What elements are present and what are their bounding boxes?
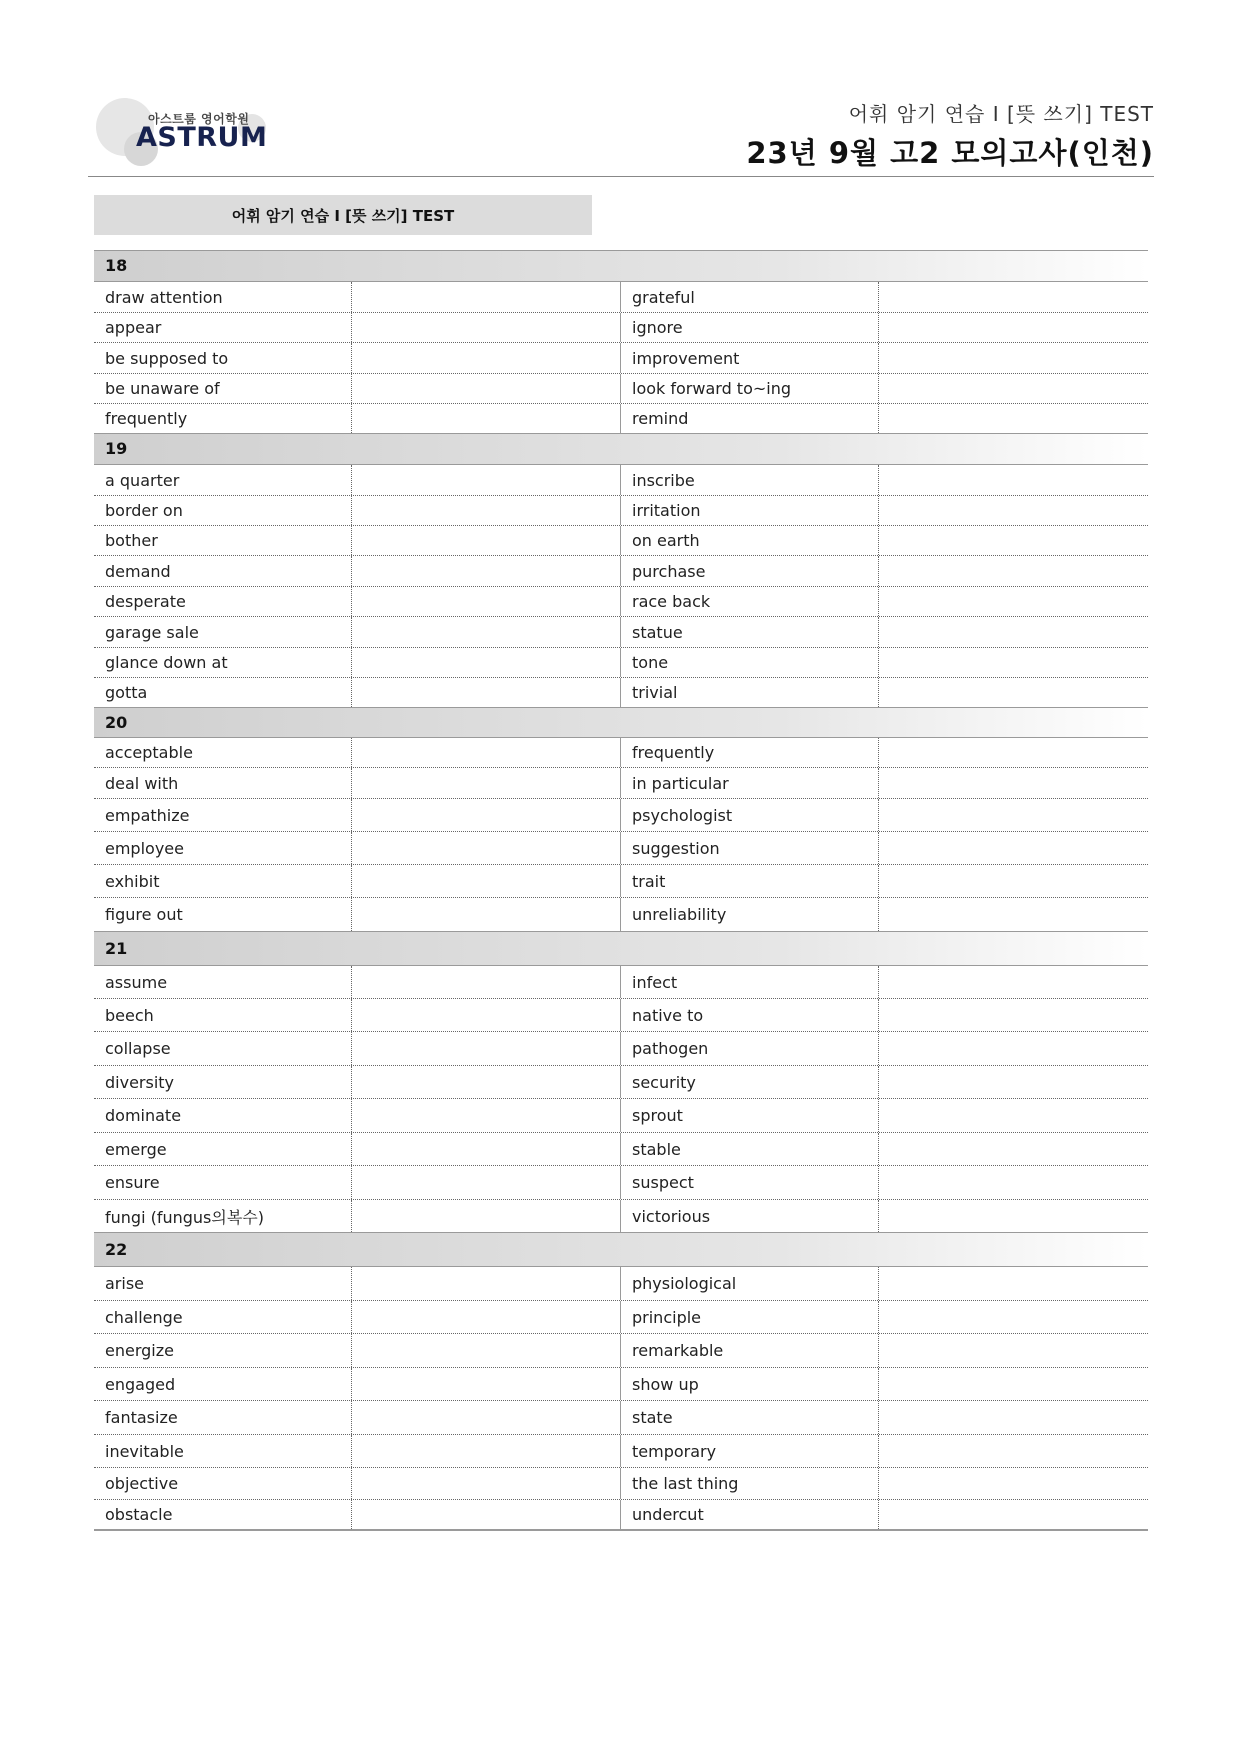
meaning-blank[interactable]: [879, 1468, 1148, 1499]
vocab-word: fungi (fungus의복수): [94, 1200, 352, 1232]
section-header: 20: [94, 708, 1148, 738]
meaning-blank[interactable]: [352, 343, 621, 373]
meaning-blank[interactable]: [352, 1334, 621, 1367]
meaning-blank[interactable]: [879, 526, 1148, 555]
table-row: [94, 1301, 1148, 1334]
page-title: 23년 9월 고2 모의고사(인천): [746, 136, 1154, 170]
meaning-blank[interactable]: [352, 1166, 621, 1199]
vocab-word: temporary: [621, 1435, 879, 1467]
vocab-word: diversity: [94, 1066, 352, 1098]
vocab-word: garage sale: [94, 617, 352, 647]
vocab-word: look forward to~ing: [621, 374, 879, 403]
meaning-blank[interactable]: [879, 1301, 1148, 1333]
meaning-blank[interactable]: [352, 1200, 621, 1232]
table-row: [94, 1500, 1148, 1530]
vocab-word: in particular: [621, 768, 879, 798]
meaning-blank[interactable]: [879, 648, 1148, 677]
meaning-blank[interactable]: [352, 865, 621, 897]
section-19: [94, 434, 1148, 708]
vocab-word: on earth: [621, 526, 879, 555]
table-row: [94, 1166, 1148, 1200]
meaning-blank[interactable]: [879, 1133, 1148, 1165]
vocab-word: victorious: [621, 1200, 879, 1232]
vocab-word: physiological: [621, 1267, 879, 1300]
vocab-word: glance down at: [94, 648, 352, 677]
table-row: [94, 1200, 1148, 1233]
table-row: [94, 999, 1148, 1032]
vocab-word: acceptable: [94, 738, 352, 767]
table-row: [94, 1267, 1148, 1301]
vocab-word: suspect: [621, 1166, 879, 1199]
vocab-word: native to: [621, 999, 879, 1031]
vocab-word: employee: [94, 832, 352, 864]
meaning-blank[interactable]: [352, 313, 621, 342]
table-row: [94, 648, 1148, 678]
meaning-blank[interactable]: [352, 1368, 621, 1400]
vocab-word: race back: [621, 587, 879, 616]
vocab-word: the last thing: [621, 1468, 879, 1499]
test-label-box: 어휘 암기 연습 I [뜻 쓰기] TEST: [94, 195, 592, 235]
vocab-word: assume: [94, 966, 352, 998]
meaning-blank[interactable]: [879, 496, 1148, 525]
meaning-blank[interactable]: [879, 865, 1148, 897]
vocab-word: obstacle: [94, 1500, 352, 1529]
meaning-blank[interactable]: [352, 1301, 621, 1333]
vocabulary-table: [94, 250, 1148, 1531]
meaning-blank[interactable]: [879, 1401, 1148, 1434]
vocab-word: sprout: [621, 1099, 879, 1132]
vocab-word: energize: [94, 1334, 352, 1367]
meaning-blank[interactable]: [879, 1500, 1148, 1529]
table-row: [94, 738, 1148, 768]
meaning-blank[interactable]: [352, 648, 621, 677]
table-row: [94, 1099, 1148, 1133]
meaning-blank[interactable]: [879, 404, 1148, 433]
section-header: 22: [94, 1233, 1148, 1267]
vocab-word: ignore: [621, 313, 879, 342]
vocab-word: fantasize: [94, 1401, 352, 1434]
meaning-blank[interactable]: [879, 678, 1148, 707]
vocab-word: remarkable: [621, 1334, 879, 1367]
vocab-word: beech: [94, 999, 352, 1031]
meaning-blank[interactable]: [879, 1334, 1148, 1367]
vocab-word: inscribe: [621, 465, 879, 495]
table-row: [94, 343, 1148, 374]
section-20: [94, 708, 1148, 932]
vocab-word: purchase: [621, 556, 879, 586]
meaning-blank[interactable]: [352, 526, 621, 555]
meaning-blank[interactable]: [352, 587, 621, 616]
meaning-blank[interactable]: [352, 832, 621, 864]
section-21: [94, 932, 1148, 1233]
meaning-blank[interactable]: [879, 1166, 1148, 1199]
meaning-blank[interactable]: [879, 999, 1148, 1031]
meaning-blank[interactable]: [352, 1401, 621, 1434]
meaning-blank[interactable]: [879, 282, 1148, 312]
section-header: 19: [94, 434, 1148, 465]
table-row: [94, 768, 1148, 799]
vocab-word: irritation: [621, 496, 879, 525]
table-row: [94, 617, 1148, 648]
table-row: [94, 1368, 1148, 1401]
meaning-blank[interactable]: [879, 799, 1148, 831]
table-row: [94, 1133, 1148, 1166]
meaning-blank[interactable]: [879, 966, 1148, 998]
table-row: [94, 1468, 1148, 1500]
table-row: [94, 1435, 1148, 1468]
vocab-word: exhibit: [94, 865, 352, 897]
vocab-word: grateful: [621, 282, 879, 312]
meaning-blank[interactable]: [352, 1133, 621, 1165]
vocab-word: dominate: [94, 1099, 352, 1132]
vocab-word: ensure: [94, 1166, 352, 1199]
vocab-word: infect: [621, 966, 879, 998]
table-row: [94, 313, 1148, 343]
meaning-blank[interactable]: [879, 343, 1148, 373]
table-row: [94, 374, 1148, 404]
vocab-word: border on: [94, 496, 352, 525]
meaning-blank[interactable]: [879, 313, 1148, 342]
section-18: [94, 251, 1148, 434]
table-row: [94, 465, 1148, 496]
vocab-word: desperate: [94, 587, 352, 616]
meaning-blank[interactable]: [352, 898, 621, 931]
vocab-word: frequently: [621, 738, 879, 767]
logo-name: ASTRUM: [136, 122, 268, 153]
meaning-blank[interactable]: [352, 496, 621, 525]
table-row: [94, 832, 1148, 865]
meaning-blank[interactable]: [352, 799, 621, 831]
vocab-word: pathogen: [621, 1032, 879, 1065]
table-row: [94, 526, 1148, 556]
vocab-word: draw attention: [94, 282, 352, 312]
meaning-blank[interactable]: [879, 738, 1148, 767]
meaning-blank[interactable]: [352, 738, 621, 767]
academy-logo: [96, 98, 286, 174]
vocab-word: emerge: [94, 1133, 352, 1165]
vocab-word: trait: [621, 865, 879, 897]
logo-subtitle: 아스트룸 영어학원: [148, 112, 250, 126]
vocab-word: show up: [621, 1368, 879, 1400]
vocab-word: a quarter: [94, 465, 352, 495]
meaning-blank[interactable]: [352, 404, 621, 433]
table-row: [94, 282, 1148, 313]
table-row: [94, 966, 1148, 999]
table-row: [94, 799, 1148, 832]
vocab-word: figure out: [94, 898, 352, 931]
vocab-word: collapse: [94, 1032, 352, 1065]
vocab-word: empathize: [94, 799, 352, 831]
meaning-blank[interactable]: [879, 465, 1148, 495]
vocab-word: deal with: [94, 768, 352, 798]
vocab-word: tone: [621, 648, 879, 677]
meaning-blank[interactable]: [352, 617, 621, 647]
table-row: [94, 865, 1148, 898]
meaning-blank[interactable]: [352, 999, 621, 1031]
meaning-blank[interactable]: [879, 556, 1148, 586]
table-row: [94, 1032, 1148, 1066]
table-row: [94, 898, 1148, 932]
meaning-blank[interactable]: [352, 374, 621, 403]
vocab-word: trivial: [621, 678, 879, 707]
meaning-blank[interactable]: [879, 768, 1148, 798]
vocab-word: appear: [94, 313, 352, 342]
meaning-blank[interactable]: [879, 832, 1148, 864]
meaning-blank[interactable]: [352, 1435, 621, 1467]
vocab-word: frequently: [94, 404, 352, 433]
header-divider: [88, 176, 1154, 177]
table-row: [94, 1334, 1148, 1368]
meaning-blank[interactable]: [352, 768, 621, 798]
meaning-blank[interactable]: [879, 1099, 1148, 1132]
meaning-blank[interactable]: [879, 1066, 1148, 1098]
meaning-blank[interactable]: [879, 1267, 1148, 1300]
vocab-word: security: [621, 1066, 879, 1098]
vocab-word: be unaware of: [94, 374, 352, 403]
section-22: [94, 1233, 1148, 1530]
vocab-word: be supposed to: [94, 343, 352, 373]
vocab-word: gotta: [94, 678, 352, 707]
vocab-word: challenge: [94, 1301, 352, 1333]
page-header: [746, 98, 1154, 172]
vocab-word: undercut: [621, 1500, 879, 1529]
vocab-word: remind: [621, 404, 879, 433]
meaning-blank[interactable]: [879, 1032, 1148, 1065]
meaning-blank[interactable]: [879, 1200, 1148, 1232]
table-row: [94, 587, 1148, 617]
table-row: [94, 1066, 1148, 1099]
meaning-blank[interactable]: [352, 1500, 621, 1529]
meaning-blank[interactable]: [352, 282, 621, 312]
vocab-word: principle: [621, 1301, 879, 1333]
table-row: [94, 678, 1148, 708]
section-header: 18: [94, 251, 1148, 282]
meaning-blank[interactable]: [352, 556, 621, 586]
meaning-blank[interactable]: [879, 898, 1148, 931]
meaning-blank[interactable]: [352, 1066, 621, 1098]
vocab-word: unreliability: [621, 898, 879, 931]
table-row: [94, 1401, 1148, 1435]
section-header: 21: [94, 932, 1148, 966]
vocab-word: demand: [94, 556, 352, 586]
meaning-blank[interactable]: [879, 1435, 1148, 1467]
meaning-blank[interactable]: [352, 678, 621, 707]
table-row: [94, 496, 1148, 526]
meaning-blank[interactable]: [352, 1267, 621, 1300]
vocab-word: engaged: [94, 1368, 352, 1400]
vocab-word: stable: [621, 1133, 879, 1165]
meaning-blank[interactable]: [352, 1468, 621, 1499]
meaning-blank[interactable]: [879, 587, 1148, 616]
vocab-word: statue: [621, 617, 879, 647]
table-row: [94, 404, 1148, 434]
meaning-blank[interactable]: [879, 374, 1148, 403]
vocab-word: suggestion: [621, 832, 879, 864]
meaning-blank[interactable]: [352, 465, 621, 495]
meaning-blank[interactable]: [879, 1368, 1148, 1400]
meaning-blank[interactable]: [352, 966, 621, 998]
meaning-blank[interactable]: [352, 1032, 621, 1065]
vocab-word: arise: [94, 1267, 352, 1300]
table-row: [94, 556, 1148, 587]
vocab-word: improvement: [621, 343, 879, 373]
header-subtitle: 어휘 암기 연습 I [뜻 쓰기] TEST: [848, 102, 1154, 126]
vocab-word: bother: [94, 526, 352, 555]
meaning-blank[interactable]: [879, 617, 1148, 647]
vocab-word: inevitable: [94, 1435, 352, 1467]
meaning-blank[interactable]: [352, 1099, 621, 1132]
vocab-word: state: [621, 1401, 879, 1434]
vocab-word: objective: [94, 1468, 352, 1499]
vocab-word: psychologist: [621, 799, 879, 831]
